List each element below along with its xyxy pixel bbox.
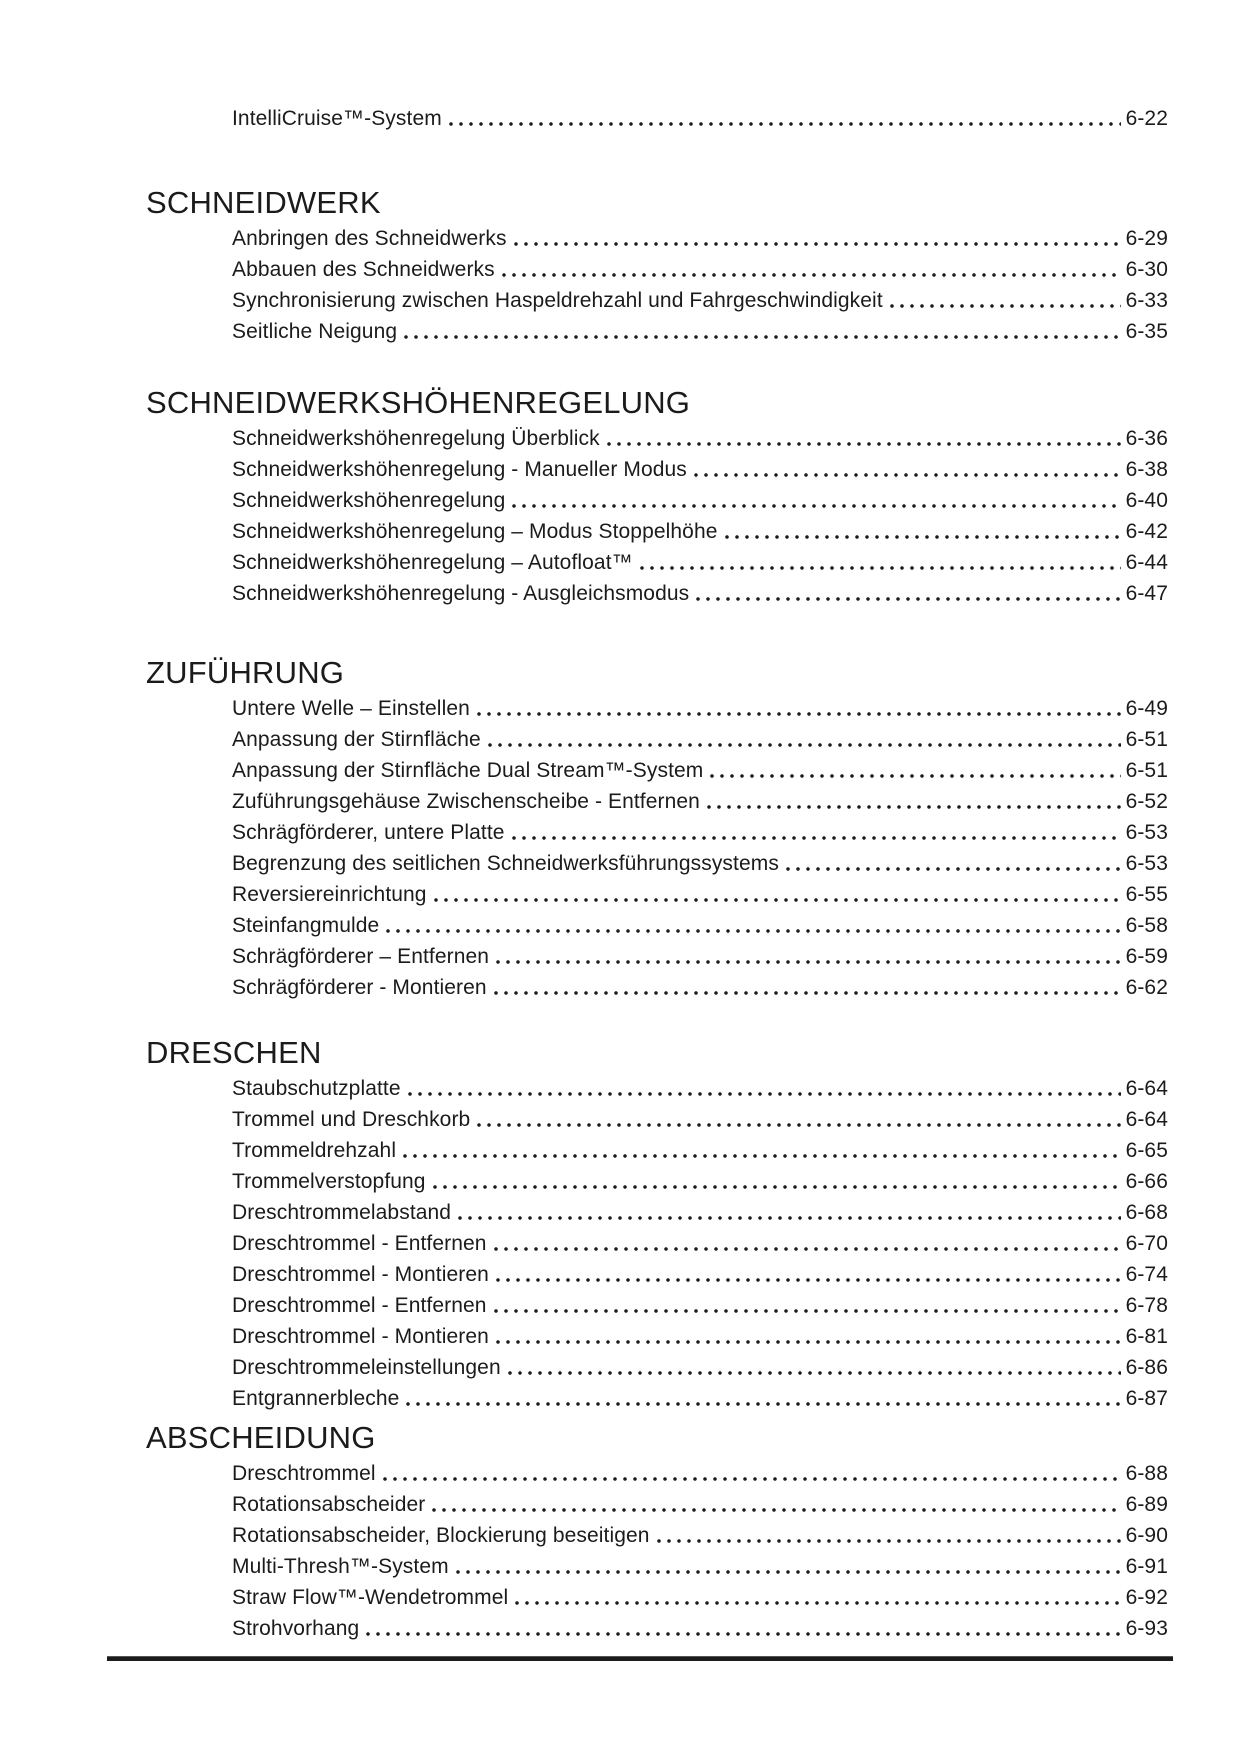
toc-entry [232,1166,1168,1197]
dotted-leader [689,578,1125,609]
page-number: 6-90 [1125,1524,1168,1547]
entry-label: Begrenzung des seitlichen Schneidwerksführungssystems [232,852,779,875]
page-number: 6-66 [1125,1170,1168,1193]
entry-label: Anbringen des Schneidwerks [232,227,507,250]
entry-label: Zuführungsgehäuse Zwischenscheibe - Entfernen [232,790,700,813]
page-number: 6-62 [1125,976,1168,999]
toc-entry [232,1551,1168,1582]
page-number: 6-22 [1125,107,1168,130]
page-number: 6-29 [1125,227,1168,250]
entry-label: Rotationsabscheider [232,1493,426,1516]
dotted-leader [449,1551,1126,1582]
page-number: 6-65 [1125,1139,1168,1162]
entry-label: Abbauen des Schneidwerks [232,258,495,281]
toc-section [146,185,1168,347]
dotted-leader [507,223,1126,254]
entry-label: Rotationsabscheider, Blockierung beseitigen [232,1524,650,1547]
toc-entry [232,755,1168,786]
dotted-leader [481,724,1126,755]
page-number: 6-47 [1125,582,1168,605]
entry-label: Staubschutzplatte [232,1077,401,1100]
page-number: 6-49 [1125,697,1168,720]
toc-entry [232,1383,1168,1414]
footer-rule [107,1656,1173,1661]
toc-entry [232,1259,1168,1290]
dotted-leader [359,1613,1125,1644]
entry-label: Anpassung der Stirnfläche [232,728,481,751]
toc-entry [232,1135,1168,1166]
page-number: 6-36 [1125,427,1168,450]
entry-label: Entgrannerbleche [232,1387,400,1410]
dotted-leader [470,1104,1125,1135]
dotted-leader [505,485,1125,516]
dotted-leader [442,103,1126,134]
dotted-leader [633,547,1126,578]
dotted-leader [501,1352,1126,1383]
entry-label: Dreschtrommel - Montieren [232,1325,489,1348]
entry-label: Reversiereinrichtung [232,883,427,906]
page-number: 6-40 [1125,489,1168,512]
toc-section [146,385,1168,609]
toc-entry [232,910,1168,941]
entry-label: Schrägförderer - Montieren [232,976,487,999]
toc-entry [232,1352,1168,1383]
toc-entry [232,1321,1168,1352]
entry-label: Schrägförderer – Entfernen [232,945,490,968]
page-number: 6-64 [1125,1077,1168,1100]
page-number: 6-38 [1125,458,1168,481]
toc-entry [232,848,1168,879]
toc-entry [232,316,1168,347]
page-number: 6-64 [1125,1108,1168,1131]
entry-label: Schneidwerkshöhenregelung – Modus Stoppelhöhe [232,520,718,543]
entry-label: Seitliche Neigung [232,320,398,343]
toc-entry [232,972,1168,1003]
dotted-leader [489,1259,1126,1290]
toc-entry [232,423,1168,454]
section-title: ABSCHEIDUNG [146,1420,376,1455]
page-number: 6-51 [1125,728,1168,751]
page-number: 6-88 [1125,1462,1168,1485]
entry-label: Schneidwerkshöhenregelung - Ausgleichsmodus [232,582,690,605]
page-number: 6-53 [1125,852,1168,875]
toc-entry [232,724,1168,755]
dotted-leader [703,755,1125,786]
dotted-leader [397,316,1125,347]
page-number: 6-42 [1125,520,1168,543]
page-number: 6-51 [1125,759,1168,782]
page-number: 6-53 [1125,821,1168,844]
page-number: 6-74 [1125,1263,1168,1286]
toc-entry [232,879,1168,910]
dotted-leader [779,848,1126,879]
entry-label: Trommeldrehzahl [232,1139,397,1162]
toc-entry [232,941,1168,972]
toc-entry [232,1104,1168,1135]
entry-label: Schneidwerkshöhenregelung – Autofloat™ [232,551,633,574]
toc-entry [232,254,1168,285]
entry-label: Schneidwerkshöhenregelung - Manueller Modus [232,458,687,481]
entry-label: Synchronisierung zwischen Haspeldrehzahl und Fahrgeschwindigkeit [232,289,883,312]
dotted-leader [489,941,1125,972]
toc-entry [232,1613,1168,1644]
toc-entry [232,786,1168,817]
page-number: 6-68 [1125,1201,1168,1224]
entry-label: Straw Flow™-Wendetrommel [232,1586,509,1609]
page-number: 6-44 [1125,551,1168,574]
page-number: 6-89 [1125,1493,1168,1516]
entry-label: Dreschtrommel - Entfernen [232,1294,487,1317]
toc-entry [232,454,1168,485]
page-number: 6-30 [1125,258,1168,281]
page-number: 6-35 [1125,320,1168,343]
section-title: SCHNEIDWERKSHÖHENREGELUNG [146,385,691,420]
page-number: 6-86 [1125,1356,1168,1379]
page-number: 6-87 [1125,1387,1168,1410]
toc-entry [232,1582,1168,1613]
page-number: 6-92 [1125,1586,1168,1609]
dotted-leader [379,910,1125,941]
entry-label: Dreschtrommel - Montieren [232,1263,489,1286]
entry-label: Trommelverstopfung [232,1170,426,1193]
toc-entry [232,547,1168,578]
dotted-leader [650,1520,1126,1551]
entry-label: Trommel und Dreschkorb [232,1108,471,1131]
dotted-leader [687,454,1126,485]
section-title: DRESCHEN [146,1035,322,1070]
dotted-leader [883,285,1126,316]
toc-entry [232,1228,1168,1259]
page-number: 6-93 [1125,1617,1168,1640]
toc-entry [232,693,1168,724]
toc-entry [232,817,1168,848]
page-number: 6-91 [1125,1555,1168,1578]
dotted-leader [700,786,1126,817]
entry-label: Dreschtrommel [232,1462,376,1485]
dotted-leader [470,693,1126,724]
page-number: 6-59 [1125,945,1168,968]
dotted-leader [600,423,1126,454]
page-number: 6-78 [1125,1294,1168,1317]
toc-entry [232,103,1168,134]
toc-entry [232,1520,1168,1551]
section-title: SCHNEIDWERK [146,185,381,220]
toc-section [146,1035,1168,1414]
page-number: 6-52 [1125,790,1168,813]
entry-label: Multi-Thresh™-System [232,1555,449,1578]
dotted-leader [487,972,1126,1003]
toc-entry [232,1073,1168,1104]
page-number: 6-55 [1125,883,1168,906]
entry-label: Steinfangmulde [232,914,380,937]
page-number: 6-58 [1125,914,1168,937]
toc-entry [232,1290,1168,1321]
page-number: 6-33 [1125,289,1168,312]
entry-label: Schneidwerkshöhenregelung Überblick [232,427,600,450]
toc-section [146,1420,1168,1644]
entry-label: Strohvorhang [232,1617,360,1640]
dotted-leader [426,1166,1126,1197]
dotted-leader [489,1321,1126,1352]
dotted-leader [376,1458,1126,1489]
page-number: 6-81 [1125,1325,1168,1348]
toc-section [146,655,1168,1003]
dotted-leader [505,817,1126,848]
dotted-leader [425,1489,1125,1520]
page-number: 6-70 [1125,1232,1168,1255]
toc-entry [232,1489,1168,1520]
entry-label: Dreschtrommelabstand [232,1201,452,1224]
entry-label: Schneidwerkshöhenregelung [232,489,506,512]
toc-entry [232,1197,1168,1228]
dotted-leader [487,1290,1126,1321]
dotted-leader [451,1197,1125,1228]
dotted-leader [495,254,1126,285]
entry-label: Dreschtrommel - Entfernen [232,1232,487,1255]
section-title: ZUFÜHRUNG [146,655,345,690]
toc-entry [232,223,1168,254]
toc-entry [232,516,1168,547]
toc-entry [232,578,1168,609]
entry-label: Schrägförderer, untere Platte [232,821,505,844]
entry-label: IntelliCruise™-System [232,107,442,130]
dotted-leader [487,1228,1126,1259]
dotted-leader [401,1073,1126,1104]
toc-entry [232,485,1168,516]
dotted-leader [399,1383,1125,1414]
entry-label: Dreschtrommeleinstellungen [232,1356,501,1379]
dotted-leader [396,1135,1125,1166]
entry-label: Anpassung der Stirnfläche Dual Stream™-System [232,759,704,782]
dotted-leader [718,516,1126,547]
toc-entry [232,1458,1168,1489]
entry-label: Untere Welle – Einstellen [232,697,470,720]
toc-entry [232,285,1168,316]
dotted-leader [508,1582,1125,1613]
dotted-leader [427,879,1126,910]
